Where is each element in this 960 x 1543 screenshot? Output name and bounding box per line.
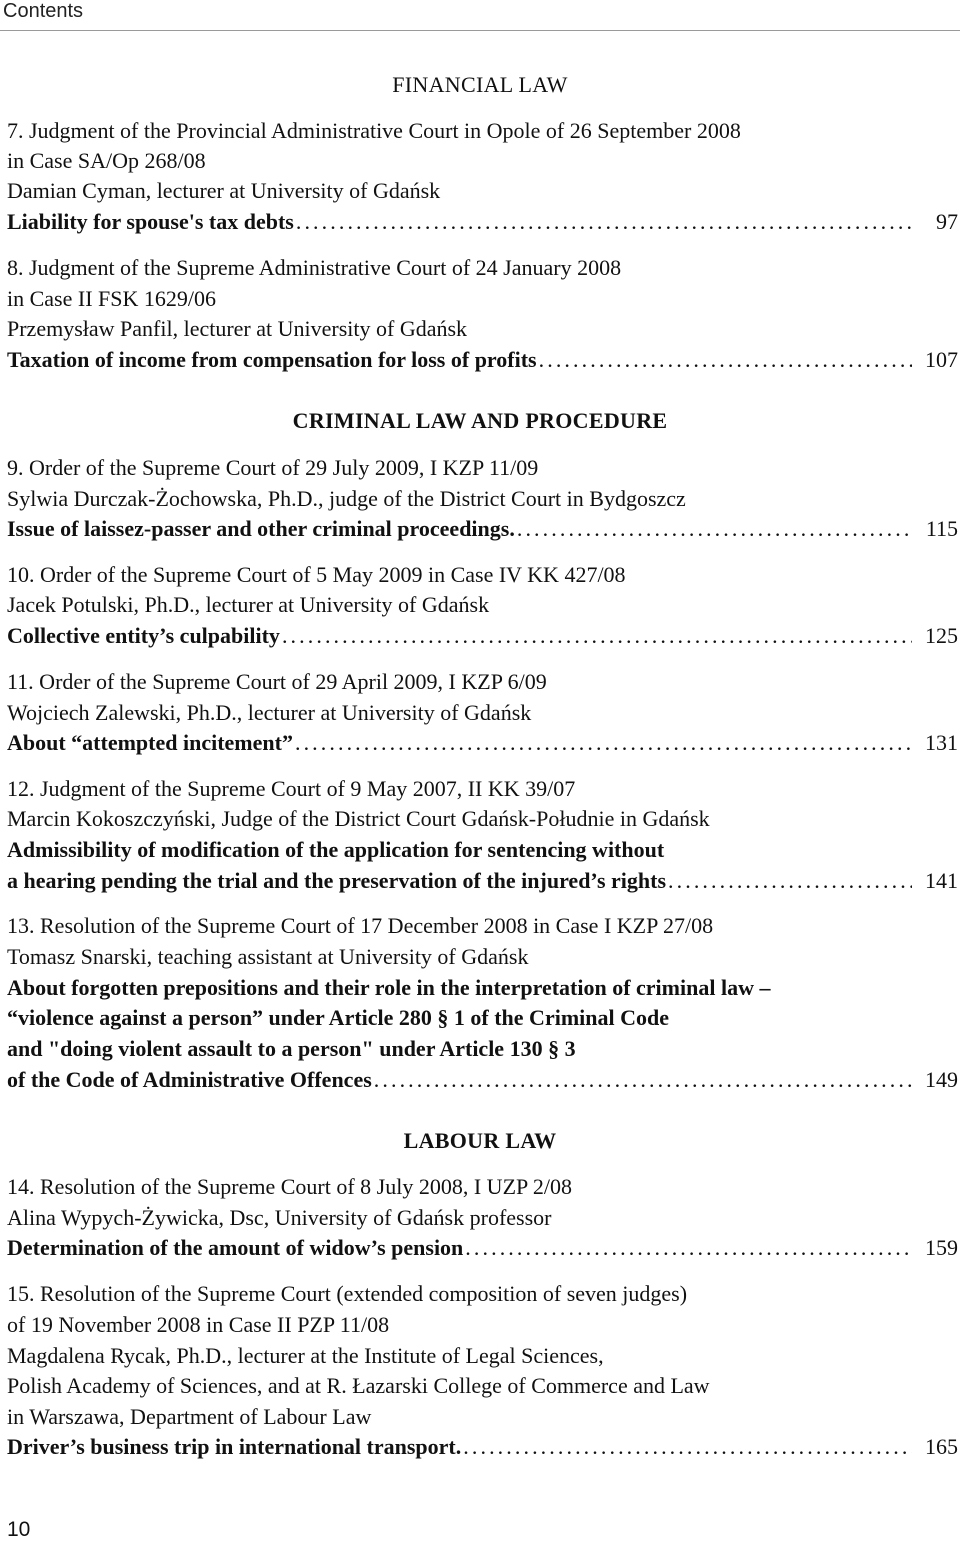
toc-entry-15[interactable] <box>7 1432 958 1462</box>
dot-leader <box>668 866 912 896</box>
entry-14-title: Determination of the amount of widow’s pension <box>7 1235 464 1260</box>
entry-10-line-2: Jacek Potulski, Ph.D., lecturer at University of Gdańsk <box>7 592 490 617</box>
page-number: 10 <box>7 1518 31 1541</box>
header-title: Contents <box>3 0 84 22</box>
entry-7-line-3: Damian Cyman, lecturer at University of Gdańsk <box>7 178 441 203</box>
entry-13-title-line-2: “violence against a person” under Article 280 § 1 of the Criminal Code <box>7 1005 669 1030</box>
entry-13-title-line-3: and "doing violent assault to a person" under Article 130 § 3 <box>7 1036 576 1061</box>
dot-leader <box>282 621 912 651</box>
entry-12-title: a hearing pending the trial and the preservation of the injured’s rights <box>7 868 667 893</box>
entry-13-line-1: 13. Resolution of the Supreme Court of 17 December 2008 in Case I KZP 27/08 <box>7 913 714 938</box>
toc-entry-13[interactable] <box>7 1065 958 1095</box>
section-heading-labour-law: LABOUR LAW <box>403 1128 557 1153</box>
entry-8-line-1: 8. Judgment of the Supreme Administrative Court of 24 January 2008 <box>7 255 622 280</box>
entry-13-page: 149 <box>925 1067 958 1092</box>
toc-entry-8[interactable] <box>7 345 958 375</box>
entry-12-title-line-1: Admissibility of modification of the application for sentencing without <box>7 837 665 862</box>
running-header <box>0 0 960 30</box>
toc-entry-12[interactable] <box>7 866 958 896</box>
entry-11-title: About “attempted incitement” <box>7 730 293 755</box>
entry-11-page: 131 <box>925 730 958 755</box>
entry-15-title: Driver’s business trip in international transport. <box>7 1434 462 1459</box>
section-heading-financial-law: FINANCIAL LAW <box>392 72 568 97</box>
entry-8-title: Taxation of income from compensation for loss of profits <box>7 347 537 372</box>
toc-entry-14[interactable] <box>7 1233 958 1263</box>
entry-15-line-1: 15. Resolution of the Supreme Court (extended composition of seven judges) <box>7 1281 688 1306</box>
entry-14-line-1: 14. Resolution of the Supreme Court of 8 July 2008, I UZP 2/08 <box>7 1174 573 1199</box>
entry-15-line-4: Polish Academy of Sciences, and at R. Łazarski College of Commerce and Law <box>7 1373 710 1398</box>
entry-9-title: Issue of laissez-passer and other criminal proceedings. <box>7 516 515 541</box>
entry-12-line-2: Marcin Kokoszczyński, Judge of the District Court Gdańsk-Południe in Gdańsk <box>7 806 710 831</box>
entry-10-page: 125 <box>925 623 958 648</box>
entry-15-line-2: of 19 November 2008 in Case II PZP 11/08 <box>7 1312 390 1337</box>
entry-14-line-2: Alina Wypych-Żywicka, Dsc, University of Gdańsk professor <box>7 1205 552 1230</box>
entry-8-page: 107 <box>925 347 958 372</box>
entry-7-line-1: 7. Judgment of the Provincial Administrative Court in Opole of 26 September 2008 <box>7 118 741 143</box>
entry-15-line-5: in Warszawa, Department of Labour Law <box>7 1404 372 1429</box>
toc-entry-9[interactable] <box>7 514 958 544</box>
entry-7-page: 97 <box>936 209 958 234</box>
dot-leader <box>517 514 912 544</box>
entry-9-page: 115 <box>925 516 958 541</box>
entry-10-line-1: 10. Order of the Supreme Court of 5 May 2009 in Case IV KK 427/08 <box>7 562 626 587</box>
entry-12-line-1: 12. Judgment of the Supreme Court of 9 May 2007, II KK 39/07 <box>7 776 576 801</box>
entry-14-page: 159 <box>925 1235 958 1260</box>
entry-10-title: Collective entity’s culpability <box>7 623 280 648</box>
entry-12-page: 141 <box>925 868 958 893</box>
toc-entry-10[interactable] <box>7 621 958 651</box>
entry-8-line-3: Przemysław Panfil, lecturer at University of Gdańsk <box>7 316 468 341</box>
entry-11-line-1: 11. Order of the Supreme Court of 29 April 2009, I KZP 6/09 <box>7 669 547 694</box>
dot-leader <box>295 728 912 758</box>
dot-leader <box>296 207 912 237</box>
entry-7-title: Liability for spouse's tax debts <box>7 209 294 234</box>
entry-11-line-2: Wojciech Zalewski, Ph.D., lecturer at University of Gdańsk <box>7 700 532 725</box>
entry-9-line-1: 9. Order of the Supreme Court of 29 July 2009, I KZP 11/09 <box>7 455 539 480</box>
entry-9-line-2: Sylwia Durczak-Żochowska, Ph.D., judge of the District Court in Bydgoszcz <box>7 486 686 511</box>
dot-leader <box>465 1233 912 1263</box>
entry-13-title: of the Code of Administrative Offences <box>7 1067 372 1092</box>
entry-7-line-2: in Case SA/Op 268/08 <box>7 148 206 173</box>
entry-15-page: 165 <box>925 1434 958 1459</box>
entry-13-title-line-1: About forgotten prepositions and their role in the interpretation of criminal law – <box>7 975 771 1000</box>
entry-8-line-2: in Case II FSK 1629/06 <box>7 286 216 311</box>
toc-entry-7[interactable] <box>7 207 958 237</box>
header-rule <box>0 30 960 31</box>
toc-entry-11[interactable] <box>7 728 958 758</box>
section-heading-criminal-law: CRIMINAL LAW AND PROCEDURE <box>292 408 668 433</box>
entry-13-line-2: Tomasz Snarski, teaching assistant at University of Gdańsk <box>7 944 529 969</box>
dot-leader <box>463 1432 912 1462</box>
dot-leader <box>374 1065 912 1095</box>
entry-15-line-3: Magdalena Rycak, Ph.D., lecturer at the Institute of Legal Sciences, <box>7 1343 604 1368</box>
dot-leader <box>539 345 912 375</box>
